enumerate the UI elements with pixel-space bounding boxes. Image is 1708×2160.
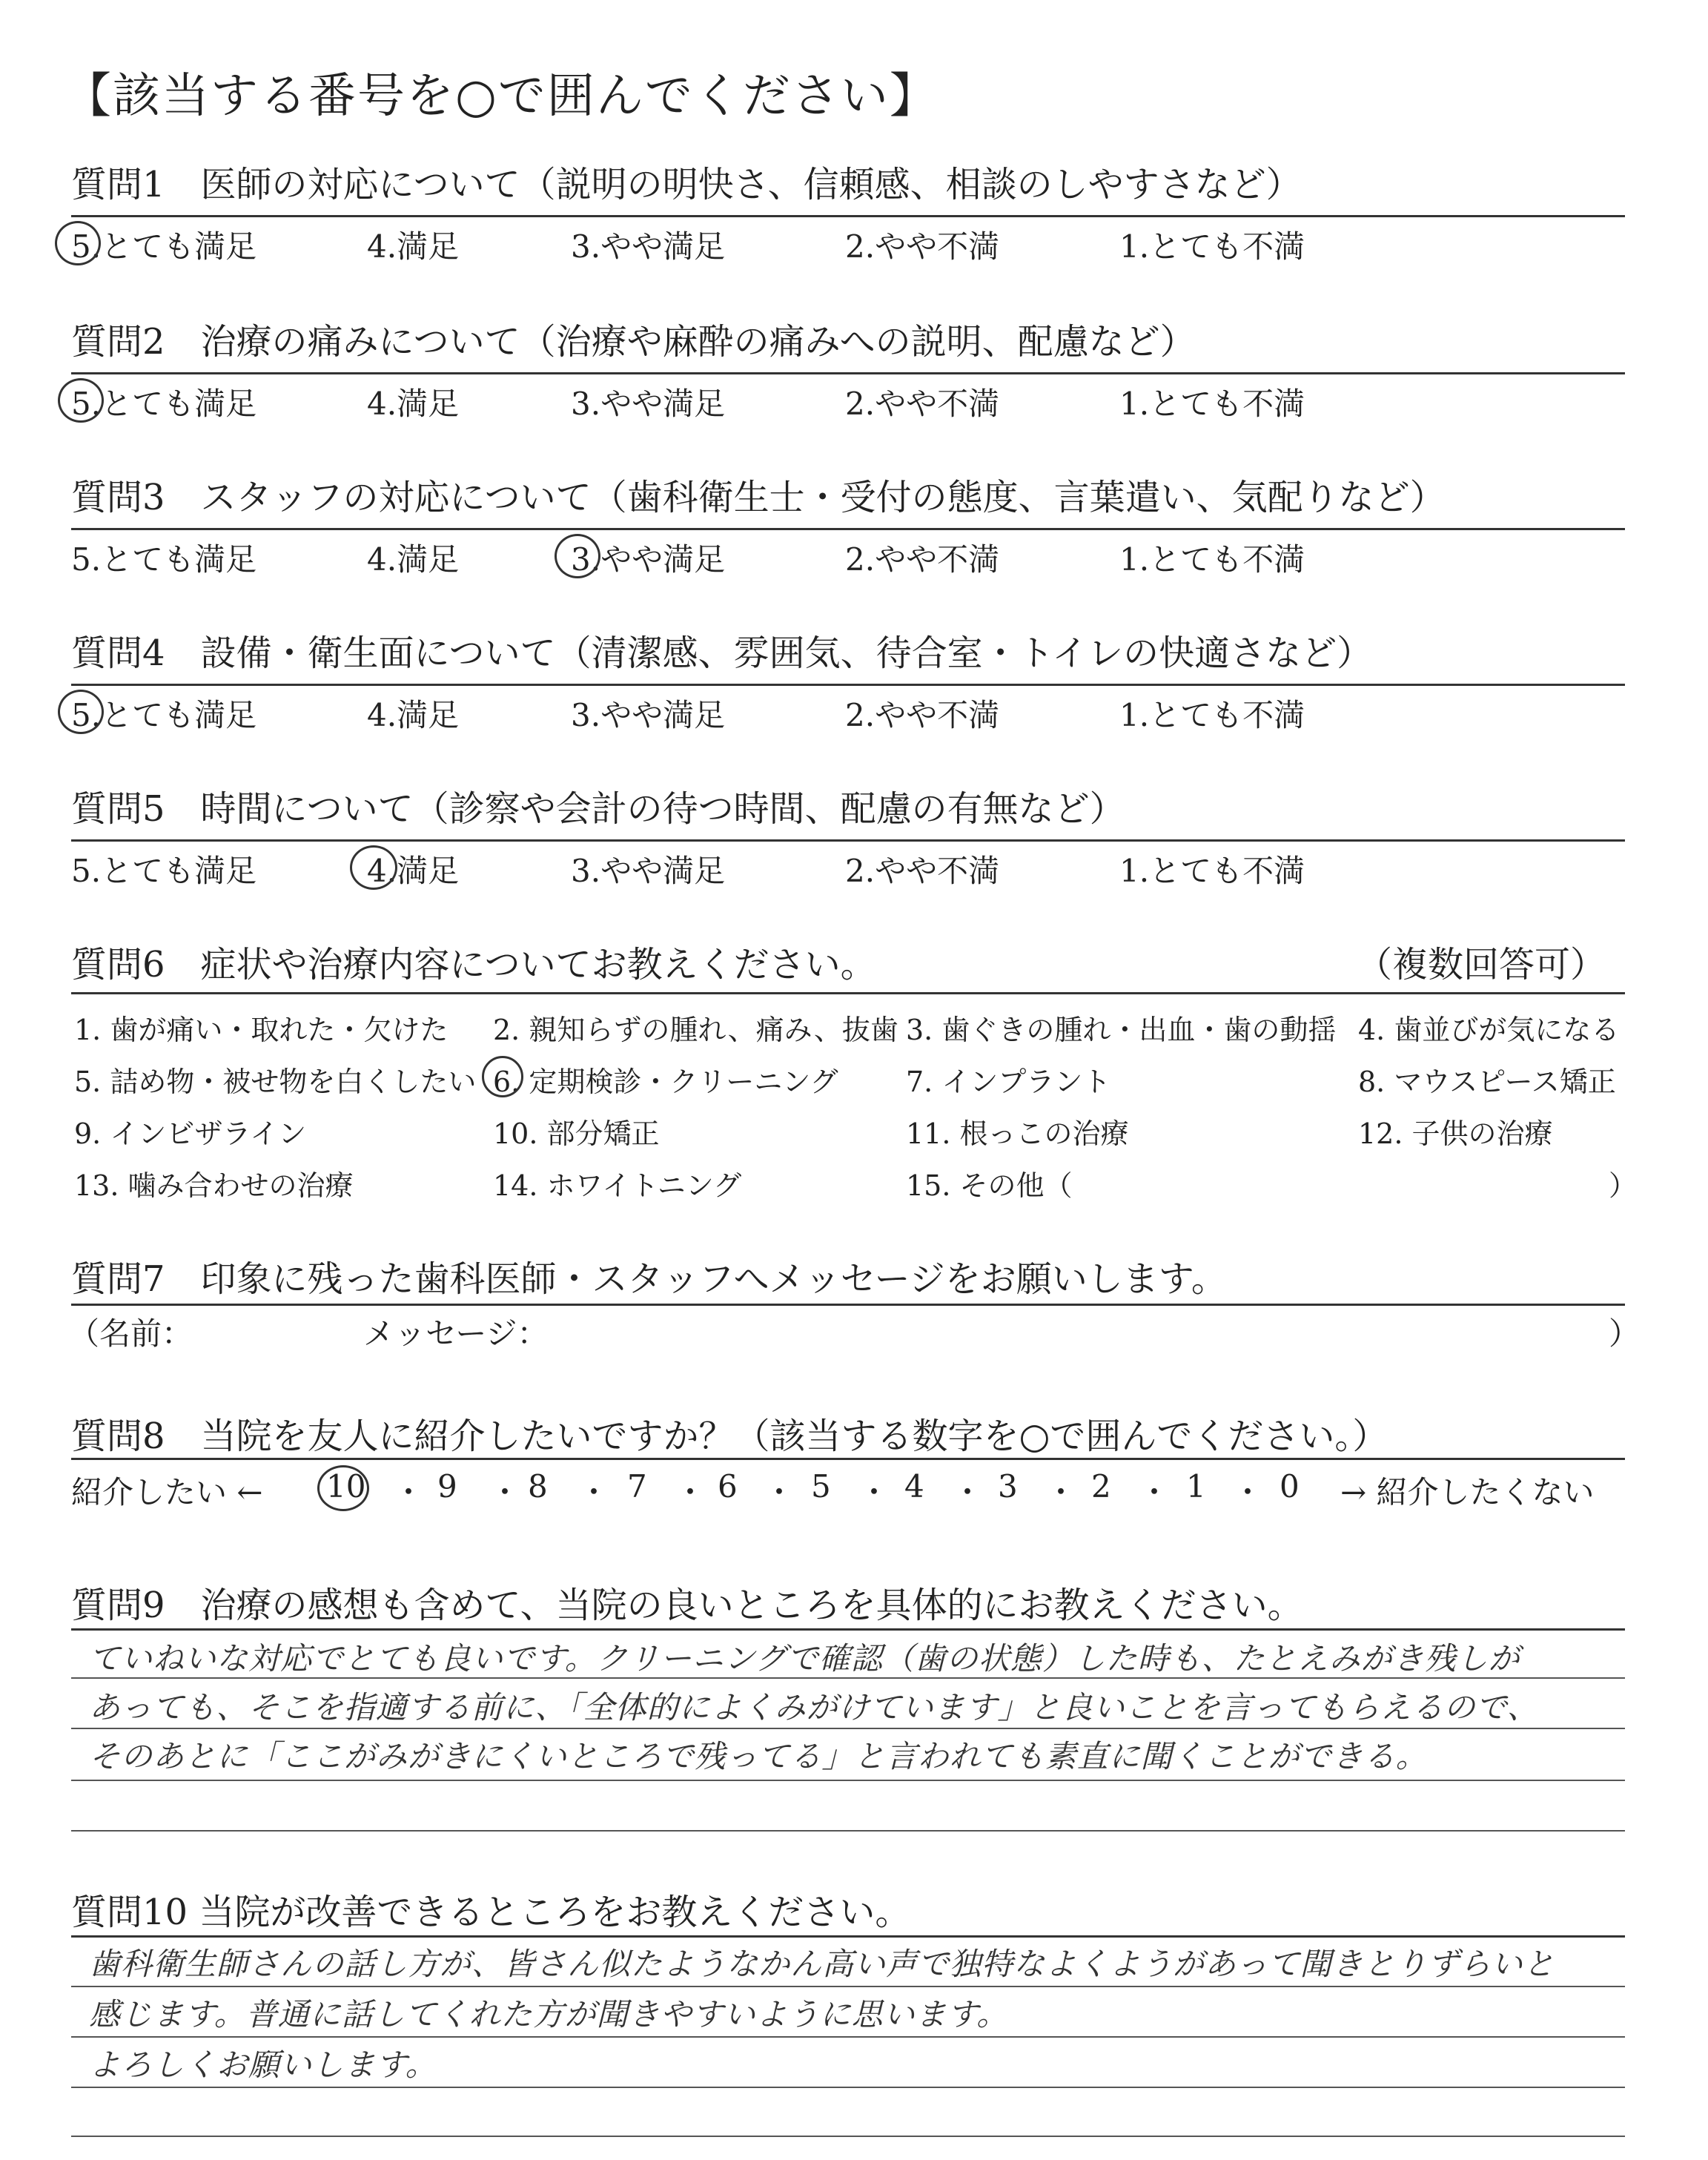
q8-selected-circle: [317, 1465, 369, 1511]
q4-option-2[interactable]: 2.やや不満: [845, 697, 1000, 733]
q6-option-11[interactable]: 11. 根っこの治療: [906, 1117, 1129, 1150]
q6-option-14[interactable]: 14. ホワイトニング: [493, 1169, 742, 1202]
q8-scale-dot: ・: [1045, 1474, 1077, 1510]
q10-answer-line-1: 歯科衛生師さんの話し方が、皆さん似たようなかん高い声で独特なよくようがあって聞きとりずらいと: [89, 1946, 1555, 1982]
q8-scale-0[interactable]: 0: [1280, 1468, 1300, 1505]
q8-scale-dot: ・: [858, 1474, 890, 1510]
q1-title: 質問1 医師の対応について（説明の明快さ、信頼感、相談のしやすさなど）: [71, 164, 1302, 205]
q6-selected-circle: [482, 1056, 523, 1097]
q4-option-1[interactable]: 1.とても不満: [1119, 697, 1305, 733]
q8-scale-3[interactable]: 3: [998, 1468, 1018, 1505]
q4-option-4[interactable]: 4.満足: [367, 697, 460, 733]
q8-scale-5[interactable]: 5: [811, 1468, 831, 1505]
q6-option-2[interactable]: 2. 親知らずの腫れ、痛み、抜歯: [493, 1014, 898, 1046]
q3-option-4[interactable]: 4.満足: [367, 541, 460, 578]
q9-line-rule: [71, 1780, 1625, 1781]
q6-option-8[interactable]: 8. マウスピース矯正: [1358, 1066, 1616, 1098]
q6-title: 質問6 症状や治療内容についてお教えください。: [71, 944, 876, 985]
q1-option-3[interactable]: 3.やや満足: [571, 228, 726, 265]
q5-selected-circle: [350, 845, 397, 890]
q8-rule: [71, 1458, 1625, 1460]
q5-option-4[interactable]: 4.満足: [367, 853, 460, 889]
q4-selected-circle: [58, 690, 104, 734]
q10-answer-line-2: 感じます。普通に話してくれた方が聞きやすいように思います。: [89, 1996, 1009, 2032]
q5-option-2[interactable]: 2.やや不満: [845, 853, 1000, 889]
q8-scale-6[interactable]: 6: [718, 1468, 738, 1505]
q5-title: 質問5 時間について（診察や会計の待つ時間、配慮の有無など）: [71, 788, 1125, 830]
q8-scale-8[interactable]: 8: [528, 1468, 548, 1505]
q8-scale-dot: ・: [675, 1474, 706, 1510]
q7-rule: [71, 1304, 1625, 1306]
q10-title: 質問10 当院が改善できるところをお教えください。: [71, 1892, 911, 1933]
q8-title: 質問8 当院を友人に紹介したいですか？（該当する数字を○で囲んでください。）: [71, 1416, 1388, 1457]
q4-option-3[interactable]: 3.やや満足: [571, 697, 726, 733]
q10-line-rule: [71, 2136, 1625, 2137]
q2-option-4[interactable]: 4.満足: [367, 386, 460, 422]
q6-option-9[interactable]: 9. インビザライン: [74, 1117, 307, 1150]
q7-message-label: メッセージ：: [363, 1315, 549, 1352]
q2-option-1[interactable]: 1.とても不満: [1119, 386, 1305, 422]
q6-option-4[interactable]: 4. 歯並びが気になる: [1358, 1014, 1620, 1046]
q7-close: ）: [1609, 1315, 1641, 1352]
q2-title: 質問2 治療の痛みについて（治療や麻酔の痛みへの説明、配慮など）: [71, 321, 1196, 363]
q7-name-label: （名前：: [68, 1315, 193, 1352]
q8-scale-4[interactable]: 4: [904, 1468, 924, 1505]
q6-option-7[interactable]: 7. インプラント: [906, 1066, 1111, 1098]
q9-line-rule: [71, 1677, 1625, 1679]
q9-line-rule: [71, 1728, 1625, 1729]
q6-option-15[interactable]: 15. その他（: [906, 1169, 1073, 1202]
q2-selected-circle: [58, 378, 104, 423]
q8-scale-dot: ・: [1139, 1474, 1171, 1510]
q6-option-3[interactable]: 3. 歯ぐきの腫れ・出血・歯の動揺: [906, 1014, 1337, 1046]
q6-option-5[interactable]: 5. 詰め物・被せ物を白くしたい: [74, 1066, 477, 1098]
q8-scale-dot: ・: [1232, 1474, 1264, 1510]
q8-scale-9[interactable]: 9: [437, 1468, 457, 1505]
q6-option-13[interactable]: 13. 噛み合わせの治療: [74, 1169, 354, 1202]
q9-answer-line-2: あっても、そこを指適する前に、「全体的によくみがけています」と良いことを言ってもらえるので、: [89, 1689, 1539, 1725]
q3-option-2[interactable]: 2.やや不満: [845, 541, 1000, 578]
q6-note: （複数回答可）: [1357, 944, 1606, 985]
q10-line-rule: [71, 2087, 1625, 2088]
q2-option-2[interactable]: 2.やや不満: [845, 386, 1000, 422]
q8-scale-dot: ・: [489, 1474, 521, 1510]
q3-option-3[interactable]: 3.やや満足: [571, 541, 726, 578]
q2-option-3[interactable]: 3.やや満足: [571, 386, 726, 422]
q7-title: 質問7 印象に残った歯科医師・スタッフへメッセージをお願いします。: [71, 1258, 1227, 1300]
q8-scale-2[interactable]: 2: [1091, 1468, 1111, 1505]
q3-option-5[interactable]: 5.とても満足: [71, 541, 257, 578]
q8-scale-dot: ・: [952, 1474, 984, 1510]
q1-option-5[interactable]: 5.とても満足: [71, 228, 257, 265]
q8-left-label: 紹介したい ←: [71, 1474, 263, 1510]
q6-option-10[interactable]: 10. 部分矯正: [493, 1117, 660, 1150]
q1-option-1[interactable]: 1.とても不満: [1119, 228, 1305, 265]
q8-scale-10[interactable]: 10: [326, 1468, 366, 1505]
q8-scale-dot: ・: [764, 1474, 795, 1510]
q9-answer-line-3: そのあとに「ここがみがきにくいところで残ってる」と言われても素直に聞くことができる。: [89, 1738, 1428, 1774]
q10-answer-line-3: よろしくお願いします。: [89, 2047, 437, 2083]
q3-rule: [71, 528, 1625, 530]
q10-line-rule: [71, 1986, 1625, 1987]
q3-title: 質問3 スタッフの対応について（歯科衛生士・受付の態度、言葉遣い、気配りなど）: [71, 477, 1446, 518]
q3-option-1[interactable]: 1.とても不満: [1119, 541, 1305, 578]
q9-title: 質問9 治療の感想も含めて、当院の良いところを具体的にお教えください。: [71, 1585, 1303, 1626]
q1-option-2[interactable]: 2.やや不満: [845, 228, 1000, 265]
q1-selected-circle: [55, 221, 101, 265]
q1-rule: [71, 215, 1625, 217]
q5-option-1[interactable]: 1.とても不満: [1119, 853, 1305, 889]
q5-option-3[interactable]: 3.やや満足: [571, 853, 726, 889]
q6-option-12[interactable]: 12. 子供の治療: [1358, 1117, 1553, 1150]
q8-scale-dot: ・: [393, 1474, 425, 1510]
q2-rule: [71, 372, 1625, 374]
q8-scale-dot: ・: [578, 1474, 610, 1510]
q4-title: 質問4 設備・衛生面について（清潔感、雰囲気、待合室・トイレの快適さなど）: [71, 633, 1373, 674]
q9-line-rule: [71, 1830, 1625, 1832]
q6-rule: [71, 992, 1625, 994]
q8-scale-7[interactable]: 7: [627, 1468, 647, 1505]
q6-option-1[interactable]: 1. 歯が痛い・取れた・欠けた: [74, 1014, 448, 1046]
q9-answer-line-1: ていねいな対応でとても良いです。クリーニングで確認（歯の状態）した時も、たとえみがき残しが: [89, 1640, 1520, 1677]
q8-right-label: → 紹介したくない: [1340, 1474, 1595, 1510]
q4-rule: [71, 684, 1625, 686]
q5-option-5[interactable]: 5.とても満足: [71, 853, 257, 889]
q6-other-close: ）: [1609, 1169, 1638, 1202]
q5-rule: [71, 839, 1625, 842]
q6-option-6[interactable]: 6. 定期検診・クリーニング: [493, 1066, 838, 1098]
q1-option-4[interactable]: 4.満足: [367, 228, 460, 265]
q3-selected-circle: [555, 534, 600, 578]
q10-line-rule: [71, 2036, 1625, 2038]
q2-option-5[interactable]: 5.とても満足: [71, 386, 257, 422]
q8-scale-1[interactable]: 1: [1186, 1468, 1206, 1505]
survey-heading: 【該当する番号を○で囲んでください】: [64, 69, 939, 124]
q4-option-5[interactable]: 5.とても満足: [71, 697, 257, 733]
q10-rule: [71, 1935, 1625, 1938]
q9-rule: [71, 1628, 1625, 1631]
